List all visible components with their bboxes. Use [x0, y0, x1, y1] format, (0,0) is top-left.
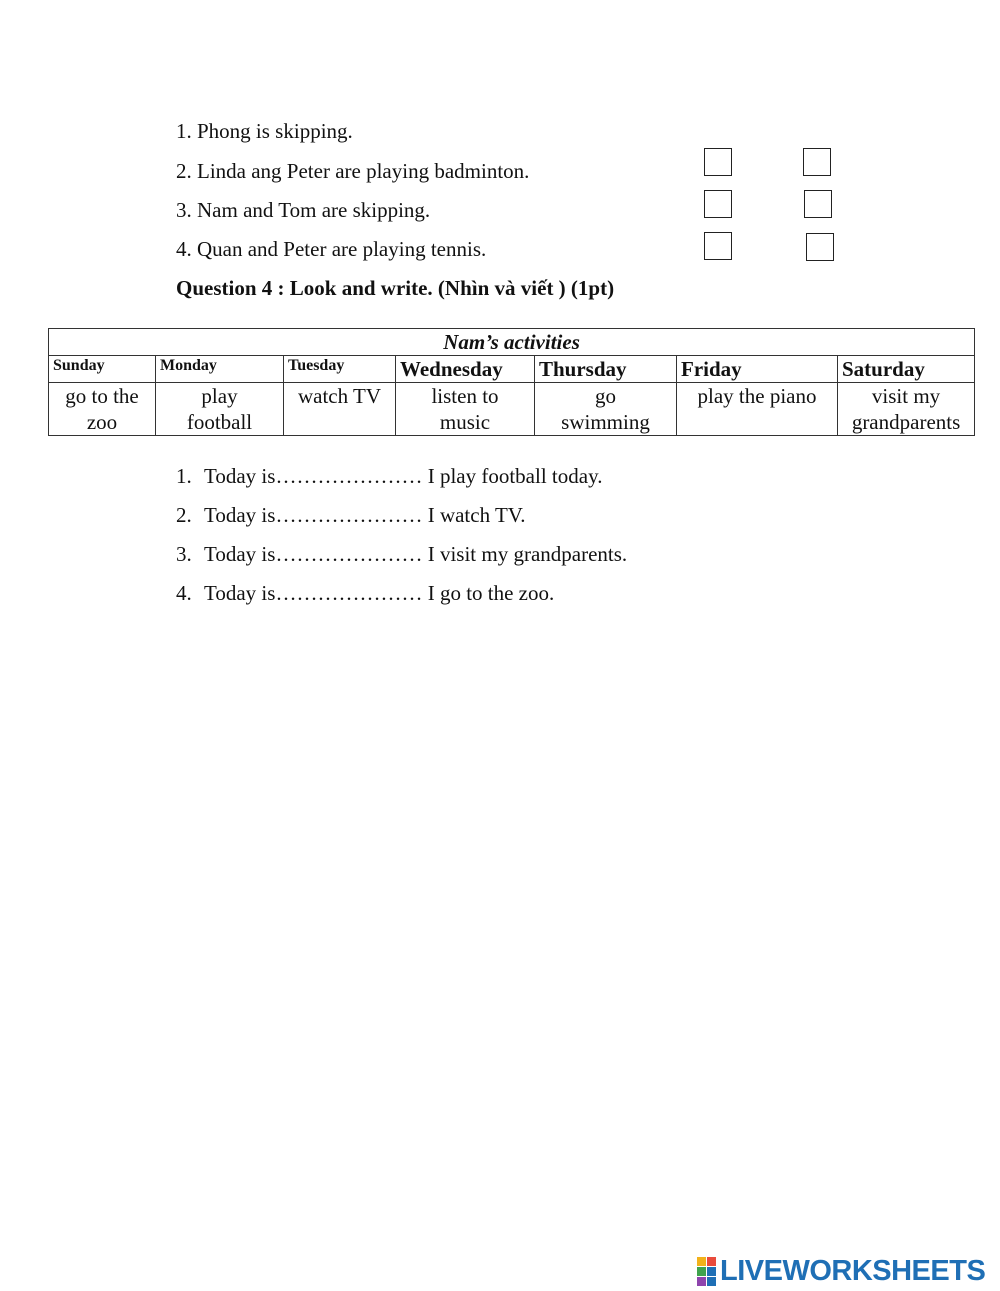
- day-header-friday: Friday: [677, 356, 838, 383]
- answer-box-4-false[interactable]: [806, 233, 834, 261]
- answer-box-2-false[interactable]: [803, 148, 831, 176]
- activity-cell: visit my grandparents: [838, 383, 975, 436]
- statement-2: 2. Linda ang Peter are playing badminton.: [176, 159, 530, 183]
- day-header-tuesday: Tuesday: [284, 356, 396, 383]
- day-header-monday: Monday: [156, 356, 284, 383]
- fill-sentence-1: 1. Today is………………… I play football today.: [176, 464, 603, 488]
- answer-blank[interactable]: …………………: [275, 542, 423, 566]
- answer-box-4-true[interactable]: [704, 232, 732, 260]
- day-header-wednesday: Wednesday: [396, 356, 535, 383]
- question-4-title: Question 4 : Look and write. (Nhìn và viết ) (1pt): [176, 276, 615, 300]
- activity-cell: listen to music: [396, 383, 535, 436]
- statement-3: 3. Nam and Tom are skipping.: [176, 198, 431, 222]
- fill-sentence-4: 4. Today is………………… I go to the zoo.: [176, 581, 555, 605]
- activities-row: [49, 383, 975, 436]
- statement-4: 4. Quan and Peter are playing tennis.: [176, 237, 487, 261]
- answer-box-2-true[interactable]: [704, 148, 732, 176]
- sentence-number: 4.: [176, 581, 192, 605]
- activity-cell: play football: [156, 383, 284, 436]
- sentence-number: 1.: [176, 464, 192, 488]
- logo-text: LIVEWORKSHEETS: [720, 1254, 986, 1287]
- sentence-number: 2.: [176, 503, 192, 527]
- days-header-row: [49, 356, 975, 383]
- activity-cell: go to the zoo: [49, 383, 156, 436]
- sentence-number: 3.: [176, 542, 192, 566]
- answer-blank[interactable]: …………………: [275, 464, 423, 488]
- logo-mark-icon: [697, 1257, 716, 1286]
- activity-cell: go swimming: [535, 383, 677, 436]
- day-header-thursday: Thursday: [535, 356, 677, 383]
- day-header-sunday: Sunday: [49, 356, 156, 383]
- answer-box-3-true[interactable]: [704, 190, 732, 218]
- fill-sentence-3: 3. Today is………………… I visit my grandparents.: [176, 542, 628, 566]
- answer-blank[interactable]: …………………: [275, 581, 423, 605]
- table-caption: Nam’s activities: [49, 329, 975, 356]
- fill-sentence-2: 2. Today is………………… I watch TV.: [176, 503, 526, 527]
- day-header-saturday: Saturday: [838, 356, 975, 383]
- statement-1: 1. Phong is skipping.: [176, 119, 353, 143]
- activities-table: [48, 328, 975, 436]
- activity-cell: watch TV: [284, 383, 396, 436]
- liveworksheets-logo[interactable]: [697, 1256, 985, 1286]
- answer-blank[interactable]: …………………: [275, 503, 423, 527]
- answer-box-3-false[interactable]: [804, 190, 832, 218]
- activity-cell: play the piano: [677, 383, 838, 436]
